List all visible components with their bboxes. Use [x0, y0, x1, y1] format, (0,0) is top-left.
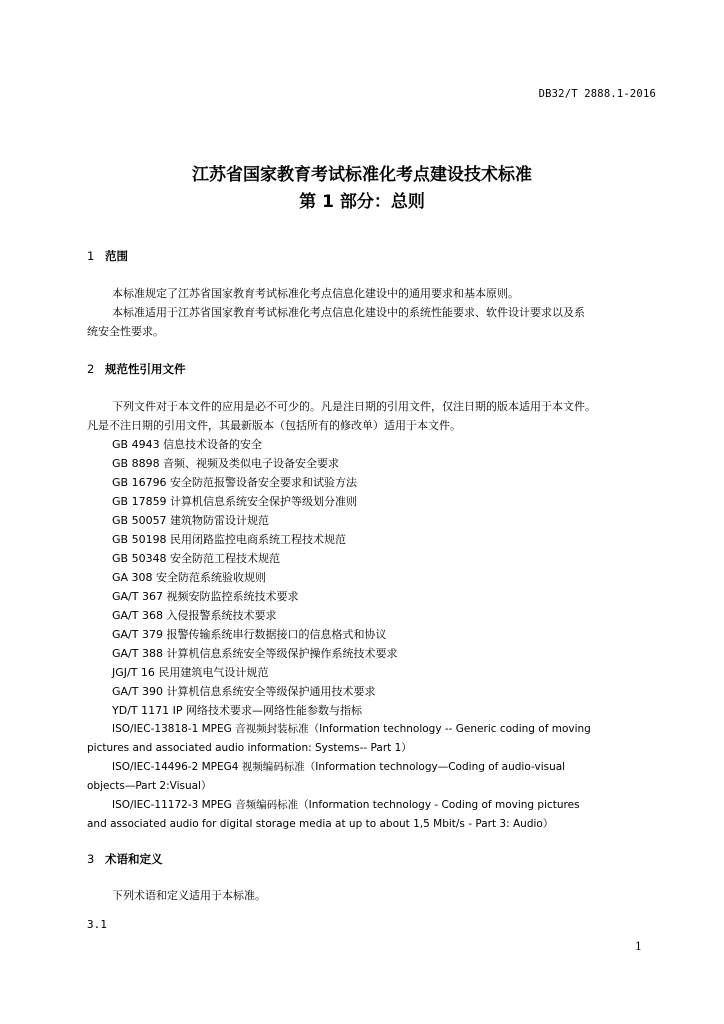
reference-item: GB 16796 安全防范报警设备安全要求和试验方法	[112, 476, 358, 489]
reference-item: GA/T 368 入侵报警系统技术要求	[112, 609, 277, 622]
section-title: 规范性引用文件	[105, 362, 186, 376]
section-number: 1	[87, 249, 95, 263]
section-1-paragraph-2-line-1: 本标准适用于江苏省国家教育考试标准化考点信息化建设中的系统性能要求、软件设计要求以及系	[112, 306, 585, 319]
section-2-intro-line-2: 凡是不注日期的引用文件，其最新版本（包括所有的修改单）适用于本文件。	[87, 419, 461, 432]
section-3-heading	[87, 851, 163, 867]
reference-item: GA/T 367 视频安防监控系统技术要求	[112, 590, 299, 603]
reference-item: GB 50348 安全防范工程技术规范	[112, 552, 281, 565]
section-title: 范围	[105, 249, 128, 263]
document-title: 江苏省国家教育考试标准化考点建设技术标准	[192, 165, 532, 185]
reference-item: GB 50057 建筑物防雷设计规范	[112, 514, 270, 527]
reference-iso-3-line-1: ISO/IEC-11172-3 MPEG 音频编码标准（Information technology - Coding of moving pictures	[112, 799, 580, 811]
reference-item: GA/T 379 报警传输系统串行数据接口的信息格式和协议	[112, 628, 387, 641]
reference-item: YD/T 1171 IP 网络技术要求—网络性能参数与指标	[112, 704, 362, 717]
reference-iso-2-line-2: objects—Part 2:Visual）	[87, 780, 212, 792]
section-number: 3	[87, 852, 95, 866]
reference-item: GB 17859 计算机信息系统安全保护等级划分准则	[112, 495, 358, 508]
reference-item: GA/T 390 计算机信息系统安全等级保护通用技术要求	[112, 685, 376, 698]
reference-item: GA/T 388 计算机信息系统安全等级保护操作系统技术要求	[112, 647, 398, 660]
section-1-paragraph-2-line-2: 统安全性要求。	[87, 325, 164, 338]
subsection-number: 3.1	[87, 918, 107, 931]
standard-code: DB32/T 2888.1-2016	[538, 88, 656, 100]
reference-iso-3-line-2: and associated audio for digital storage media at up to about 1,5 Mbit/s - Part 3: Audio）	[87, 818, 554, 830]
section-title: 术语和定义	[105, 852, 163, 866]
reference-iso-2-line-1: ISO/IEC-14496-2 MPEG4 视频编码标准（Information technology—Coding of audio-visual	[112, 761, 566, 773]
section-3-paragraph-1: 下列术语和定义适用于本标准。	[112, 889, 266, 902]
reference-item: GA 308 安全防范系统验收规则	[112, 571, 267, 584]
section-2-heading	[87, 361, 186, 377]
document-subtitle: 第 1 部分：总则	[299, 192, 425, 212]
reference-item: JGJ/T 16 民用建筑电气设计规范	[112, 666, 269, 679]
section-1-paragraph-1: 本标准规定了江苏省国家教育考试标准化考点信息化建设中的通用要求和基本原则。	[112, 287, 519, 300]
reference-iso-1-line-1: ISO/IEC-13818-1 MPEG 音视频封装标准（Information technology -- Generic coding of moving	[112, 723, 591, 735]
section-2-intro-line-1: 下列文件对于本文件的应用是必不可少的。凡是注日期的引用文件，仅注日期的版本适用于本文件。	[112, 400, 596, 413]
reference-item: GB 50198 民用闭路监控电商系统工程技术规范	[112, 533, 347, 546]
reference-item: GB 8898 音频、视频及类似电子设备安全要求	[112, 457, 340, 470]
reference-iso-1-line-2: pictures and associated audio information: Systems-- Part 1）	[87, 742, 412, 754]
reference-item: GB 4943 信息技术设备的安全	[112, 438, 263, 451]
page-number: 1	[635, 940, 642, 953]
section-number: 2	[87, 362, 95, 376]
section-1-heading	[87, 248, 128, 264]
